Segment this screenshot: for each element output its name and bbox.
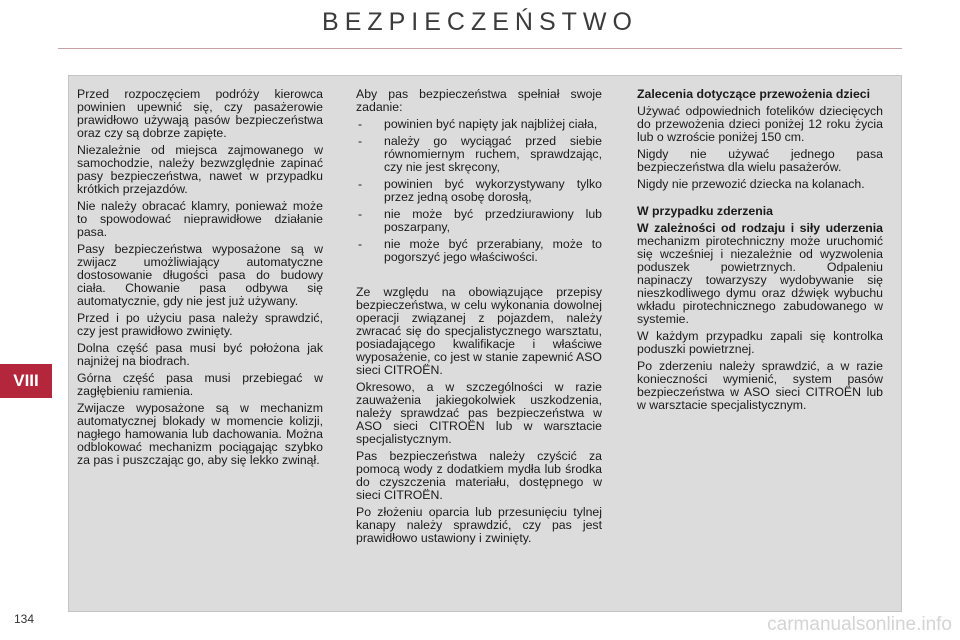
list-item: - powinien być wykorzystywany tylko przez jedną osobę dorosłą,: [356, 178, 602, 204]
paragraph: Przed rozpoczęciem podróży kierowca powinien upewnić się, czy pasażerowie prawidłowo używają pasów bezpieczeństwa oraz czy są dobrze zapięte.: [77, 87, 323, 140]
column-2: [356, 88, 602, 549]
list-item: - nie może być przedziurawiony lub poszarpany,: [356, 208, 602, 234]
paragraph: Górna część pasa musi przebiegać w zagłębieniu ramienia.: [77, 371, 323, 398]
list-item: - należy go wyciągać przed siebie równomiernym ruchem, sprawdzając, czy nie jest skręcony,: [356, 135, 602, 174]
content-panel: [68, 75, 902, 612]
paragraph: Po złożeniu oparcia lub przesunięciu tylnej kanapy należy sprawdzić, czy pas jest prawidłowo ustawiony i zwinięty.: [356, 505, 602, 545]
list-item: - nie może być przerabiany, może to pogorszyć jego właściwości.: [356, 238, 602, 264]
collision-paragraph: [637, 222, 883, 326]
paragraph: Dolna część pasa musi być położona jak najniżej na biodrach.: [77, 341, 323, 368]
requirements-list: [356, 118, 602, 264]
paragraph: Zwijacze wyposażone są w mechanizm automatycznej blokady w momencie kolizji, nagłego hamowania lub dachowania. Można odblokować mechanizm pociągając szybko za pas i puszczając go, aby się lekko zwinął.: [77, 401, 323, 467]
paragraph: Ze względu na obowiązujące przepisy bezpieczeństwa, w celu wykonania dowolnej operacji związanej z pojazdem, należy zwracać się do specjalistycznego warsztatu, posiadającego kwalifikacje i właściwe wyposażenie, co jest w stanie zapewnić ASO sieci CITROËN.: [356, 285, 602, 377]
collision-lead: W zależności od rodzaju i siły uderzenia: [637, 221, 883, 235]
watermark: carmanualsonline.info: [767, 614, 952, 635]
chapter-tab: VIII: [0, 364, 52, 398]
paragraph: Przed i po użyciu pasa należy sprawdzić, czy jest prawidłowo zwinięty.: [77, 311, 323, 338]
list-intro: Aby pas bezpieczeństwa spełniał swoje zadanie:: [356, 87, 602, 114]
paragraph: W każdym przypadku zapali się kontrolka poduszki powietrznej.: [637, 329, 883, 356]
paragraph: Używać odpowiednich fotelików dziecięcych do przewożenia dzieci poniżej 12 roku życia lub o wzroście poniżej 150 cm.: [637, 104, 883, 144]
paragraph: Nigdy nie używać jednego pasa bezpieczeństwa dla wielu pasażerów.: [637, 147, 883, 174]
paragraph: Niezależnie od miejsca zajmowanego w samochodzie, należy bezwzględnie zapinać pasy bezpieczeństwa, nawet w przypadku krótkich przejazdów.: [77, 143, 323, 196]
paragraph: Po zderzeniu należy sprawdzić, a w razie konieczności wymienić, system pasów bezpieczeństwa w ASO sieci CITROËN lub w warsztacie specjalistycznym.: [637, 359, 883, 412]
column-1: [77, 88, 323, 471]
list-item: - powinien być napięty jak najbliżej ciała,: [356, 118, 602, 131]
paragraph: Okresowo, a w szczególności w razie zauważenia jakiegokolwiek uszkodzenia, należy sprawdzać pas bezpieczeństwa w ASO sieci CITROËN lub w warsztacie specjalistycznym.: [356, 380, 602, 446]
paragraph: Nigdy nie przewozić dziecka na kolanach.: [637, 177, 865, 191]
collision-lead-rest: mechanizm pirotechniczny może uruchomić się wcześniej i niezależnie od wyzwolenia poduszek powietrznych. Odpaleniu napinaczy towarzyszy wydobywanie się nieszkodliwego dymu oraz dźwięk wybuchu wkładu pirotechnicznego zabudowanego w systemie.: [637, 234, 883, 326]
paragraph: Pas bezpieczeństwa należy czyścić za pomocą wody z dodatkiem mydła lub środka do czyszczenia materiału, dostępnego w sieci CITROËN.: [356, 449, 602, 502]
title-divider: [58, 48, 902, 49]
paragraph: Nie należy obracać klamry, ponieważ może to spowodować nieprawidłowe działanie pasa.: [77, 199, 323, 239]
section-heading-children: Zalecenia dotyczące przewożenia dzieci: [637, 87, 871, 101]
page-title: BEZPIECZEŃSTWO: [322, 8, 638, 36]
column-3: [637, 88, 883, 416]
page-number: 134: [14, 612, 35, 626]
paragraph: Pasy bezpieczeństwa wyposażone są w zwijacz umożliwiający automatyczne dostosowanie długości pasa do budowy ciała. Chowanie pasa odbywa się automatycznie, gdy nie jest już używany.: [77, 242, 323, 308]
section-heading-collision: W przypadku zderzenia: [637, 204, 773, 218]
spacer: [356, 268, 602, 286]
